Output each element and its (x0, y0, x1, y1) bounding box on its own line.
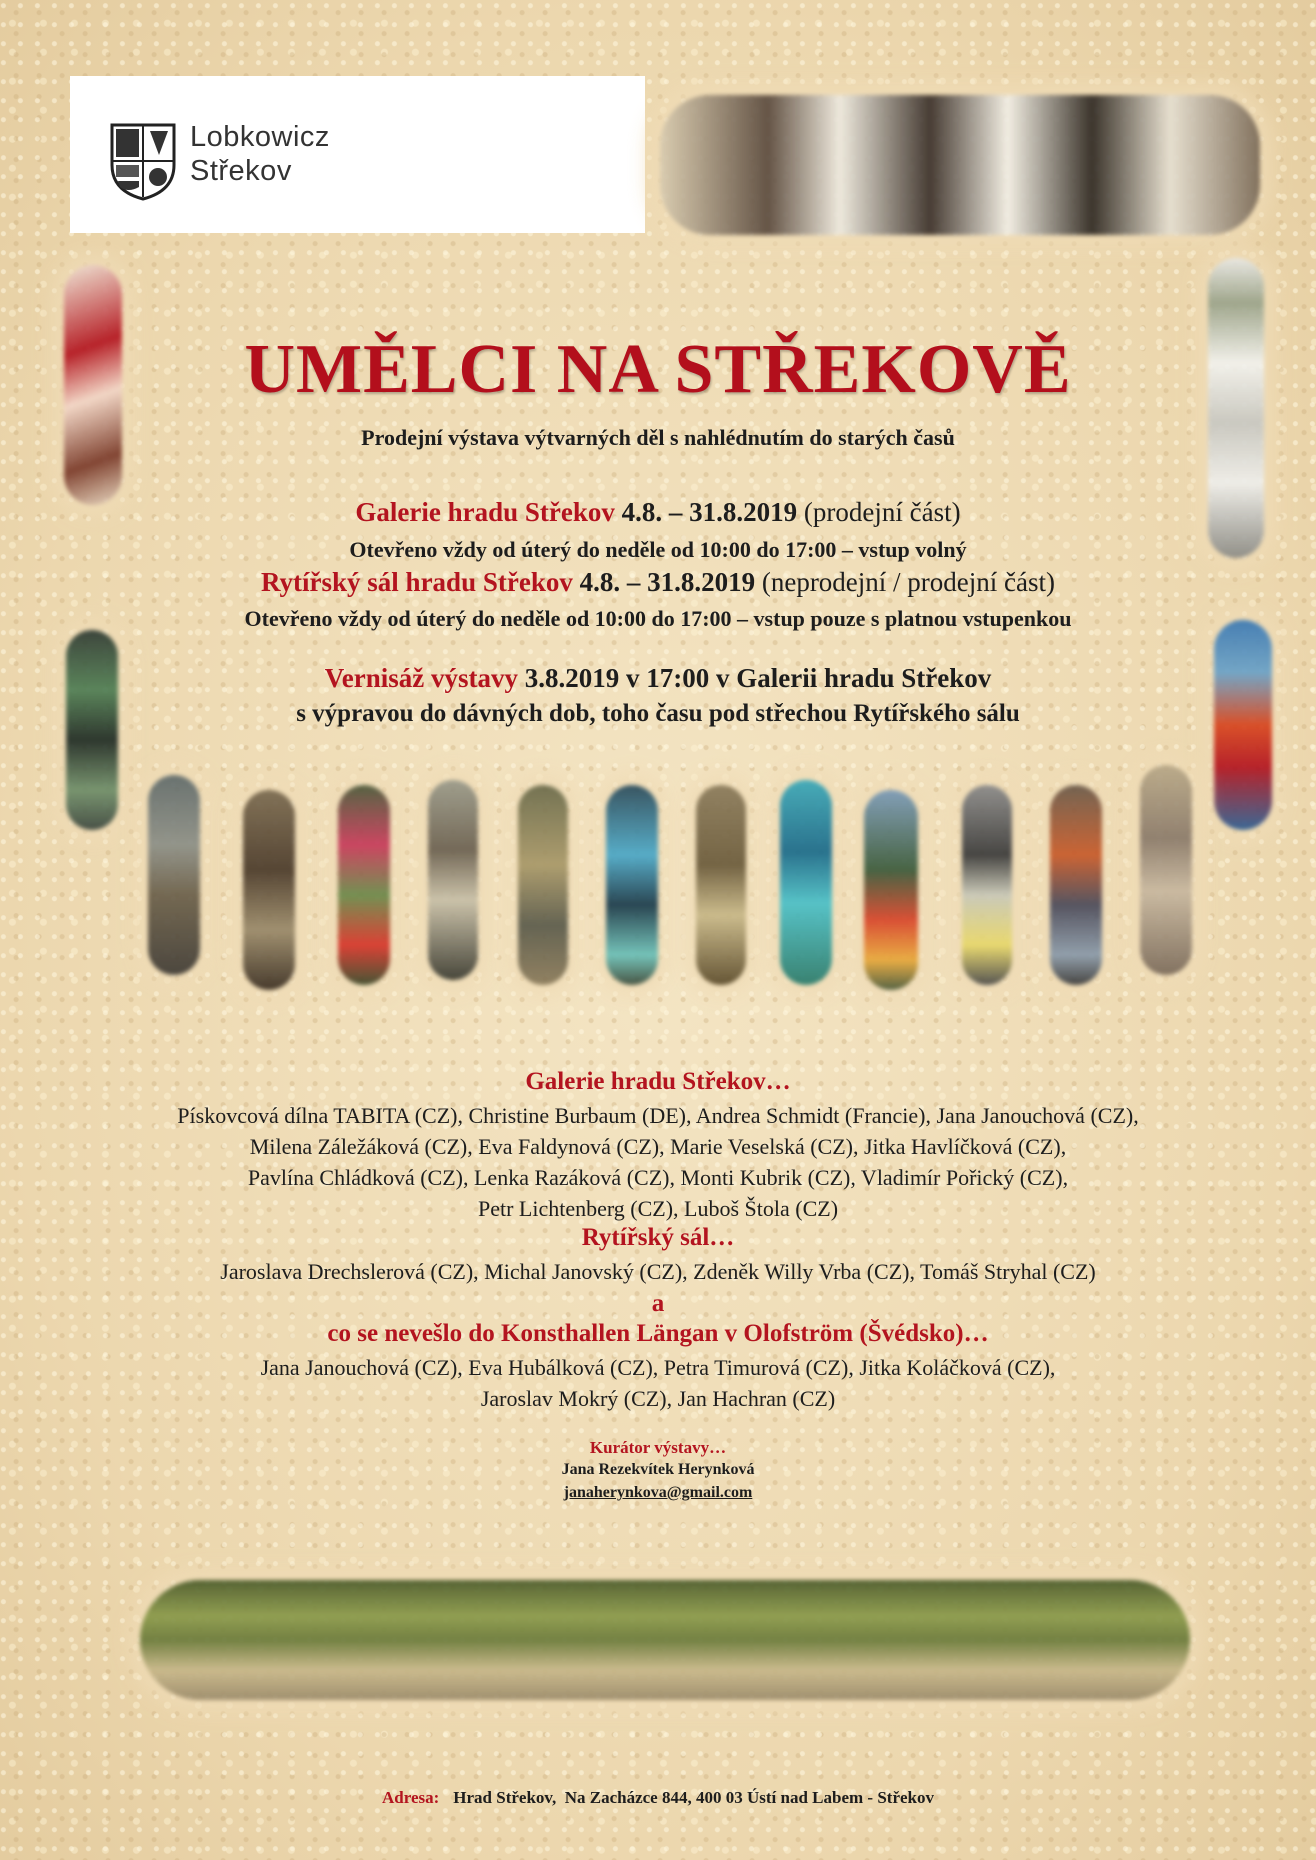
logo-text (190, 120, 330, 188)
logo-line-2: Střekov (190, 155, 292, 187)
venue1-row (0, 497, 1316, 528)
address-row (0, 1788, 1316, 1808)
sweden-artists (0, 1352, 1316, 1414)
venue1-hours: Otevřeno vždy od úterý do neděle od 10:00 do 17:00 – vstup volný (349, 537, 967, 562)
gallery-thumb-6 (606, 785, 658, 985)
gallery-thumb-3 (338, 785, 390, 985)
curator-name: Jana Rezekvítek Herynková (561, 1461, 755, 1478)
artist-line: Pavlína Chládková (CZ), Lenka Razáková (CZ), Monti Kubrik (CZ), Vladimír Pořický (CZ), (247, 1165, 1069, 1190)
venue2-name: Rytířský sál hradu Střekov (261, 567, 573, 597)
venue2-row (0, 567, 1316, 598)
curator-email-link[interactable]: janaherynkova@gmail.com (563, 1484, 753, 1501)
vernissage-label: Vernisáž výstavy (324, 663, 518, 693)
gallery-artists (0, 1100, 1316, 1224)
gallery-thumb-2 (243, 790, 295, 990)
curator-label-text: Kurátor výstavy… (589, 1438, 727, 1457)
artist-line: Jana Janouchová (CZ), Eva Hubálková (CZ), Petra Timurová (CZ), Jitka Koláčková (CZ), (260, 1355, 1056, 1380)
venue1-note: (prodejní část) (803, 497, 961, 527)
gallery-thumb-11 (1050, 785, 1102, 985)
vernissage-when: 3.8.2019 v 17:00 v Galerii hradu Střekov (524, 663, 992, 693)
venue2-dates: 4.8. – 31.8.2019 (579, 567, 756, 597)
vernissage-line2: s výpravou do dávných dob, toho času pod střechou Rytířského sálu (296, 700, 1020, 727)
bottom-landscape-image (140, 1580, 1190, 1700)
coat-of-arms-icon (108, 121, 178, 201)
gallery-thumb-10 (962, 785, 1012, 985)
curator-label (0, 1438, 1316, 1458)
address-text: Hrad Střekov, Na Zacházce 844, 400 03 Ústí nad Labem - Střekov (453, 1788, 934, 1807)
gallery-thumb-1 (148, 775, 200, 975)
gallery-thumb-5 (518, 785, 568, 985)
gallery-thumb-7 (696, 785, 746, 985)
hall-heading: Rytířský sál… (581, 1224, 735, 1251)
curator-email-row (0, 1484, 1316, 1502)
artist-line: Petr Lichtenberg (CZ), Luboš Štola (CZ) (477, 1196, 839, 1221)
gallery-thumb-12 (1140, 765, 1192, 975)
top-flowers-image (660, 95, 1260, 235)
venue2-note: (neprodejní / prodejní část) (761, 567, 1055, 597)
gallery-heading: Galerie hradu Střekov… (525, 1068, 791, 1095)
sweden-heading: co se nevešlo do Konsthallen Längan v Olofström (Švédsko)… (327, 1320, 989, 1347)
connector-text: a (651, 1290, 665, 1317)
gallery-thumb-8 (780, 780, 832, 985)
artist-line: Jaroslav Mokrý (CZ), Jan Hachran (CZ) (480, 1386, 836, 1411)
venue1-name: Galerie hradu Střekov (355, 497, 615, 527)
artist-line: Pískovcová dílna TABITA (CZ), Christine Burbaum (DE), Andrea Schmidt (Francie), Jana Janouchová (CZ), (177, 1103, 1139, 1128)
logo-line-1: Lobkowicz (190, 121, 330, 153)
logo-box (70, 76, 645, 233)
gallery-thumb-9 (864, 790, 918, 990)
subtitle: Prodejní výstava výtvarných děl s nahlédnutím do starých časů (361, 425, 955, 450)
vernissage-row (0, 663, 1316, 694)
page-title: UMĚLCI NA STŘEKOVĚ (244, 331, 1072, 408)
artist-line: Milena Záležáková (CZ), Eva Faldynová (CZ), Marie Veselská (CZ), Jitka Havlíčková (CZ), (249, 1134, 1067, 1159)
venue2-hours: Otevřeno vždy od úterý do neděle od 10:00 do 17:00 – vstup pouze s platnou vstupenkou (244, 606, 1072, 631)
address-label: Adresa: (381, 1788, 440, 1807)
left-green-art-image (66, 630, 118, 830)
venue1-dates: 4.8. – 31.8.2019 (621, 497, 798, 527)
artist-line: Jaroslava Drechslerová (CZ), Michal Janovský (CZ), Zdeněk Willy Vrba (CZ), Tomáš Stryhal (CZ) (220, 1259, 1096, 1284)
gallery-thumb-4 (428, 780, 478, 980)
hall-artists (0, 1256, 1316, 1287)
